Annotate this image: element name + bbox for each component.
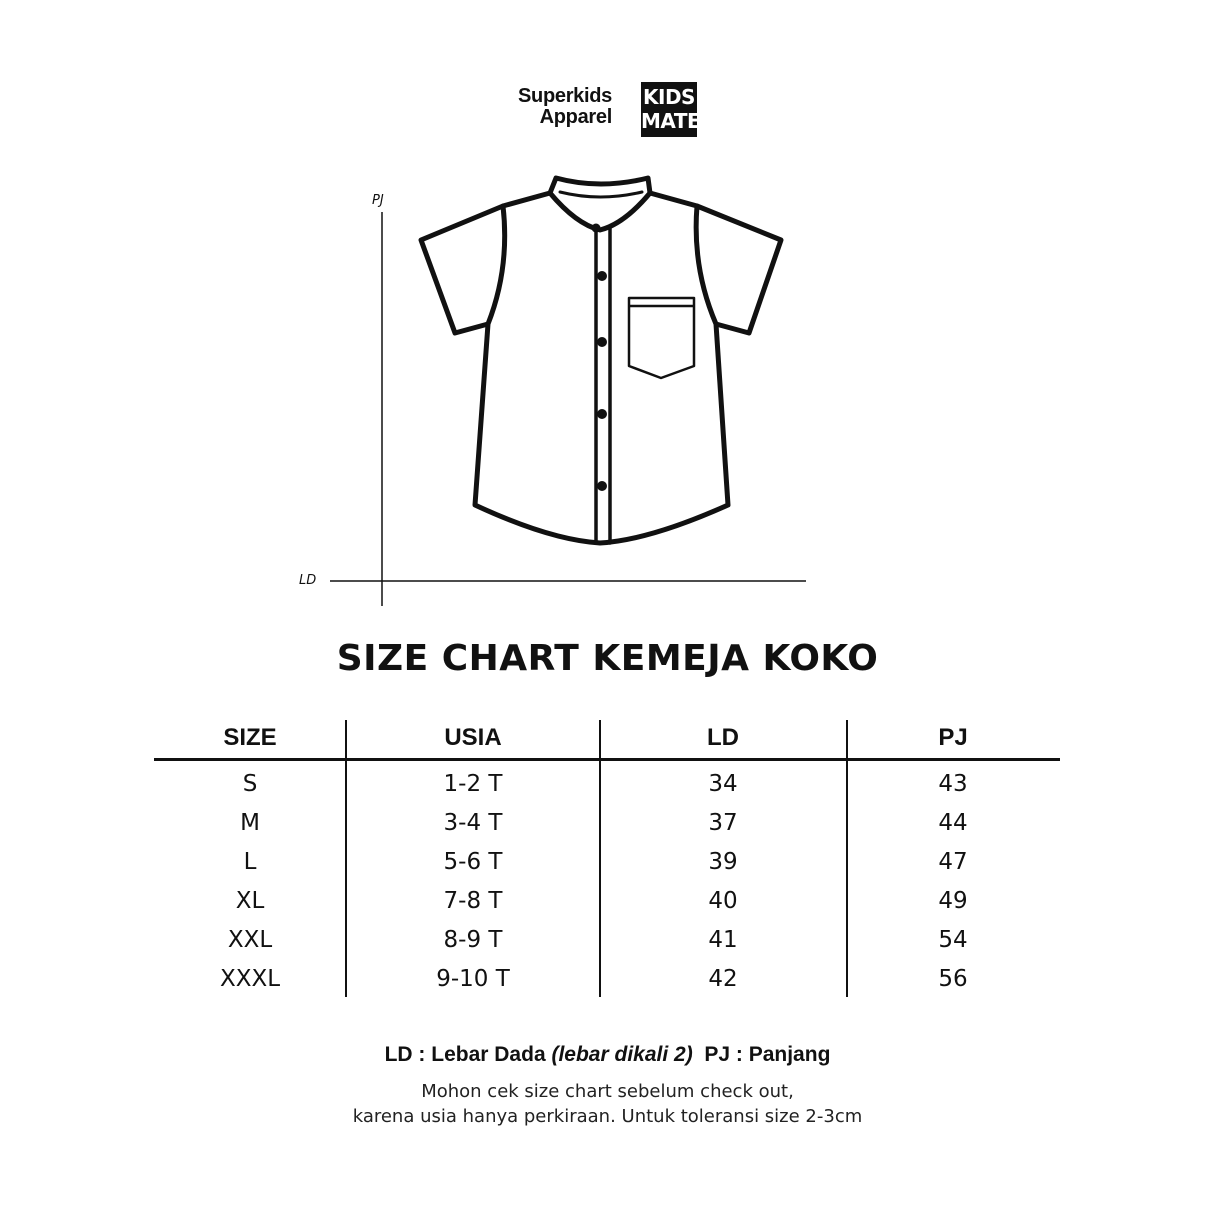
table-row [154,920,1060,959]
button-icon [597,409,607,419]
cell-size: XL [235,887,265,914]
cell-pj: 44 [938,809,968,836]
ld-axis-label: LD [299,573,317,588]
brand-name-line2: Apparel [539,106,612,128]
table-header [154,718,1060,761]
button-icon [597,337,607,347]
cell-usia: 8-9 T [443,926,503,953]
cell-pj: 47 [938,848,968,875]
table-row [154,842,1060,881]
cell-ld: 37 [708,809,738,836]
table-row [154,959,1060,998]
page-title: SIZE CHART KEMEJA KOKO [336,638,879,679]
legend-ld: LD : Lebar Dada [384,1043,546,1066]
note-line2: karena usia hanya perkiraan. Untuk toleransi size 2-3cm [352,1106,863,1127]
cell-pj: 49 [938,887,968,914]
table-row [154,803,1060,842]
header-ld: LD [707,724,739,751]
header-pj: PJ [938,724,968,751]
cell-pj: 56 [938,965,968,992]
table-body [154,761,1060,998]
cell-ld: 40 [708,887,738,914]
header-size: SIZE [223,724,277,751]
cell-size: S [242,770,258,797]
cell-size: L [243,848,257,875]
cell-size: XXXL [219,965,281,992]
column-divider [345,720,347,997]
legend [0,1043,1215,1067]
cell-size: XXL [227,926,273,953]
column-divider [599,720,601,997]
pj-axis-label: PJ [372,193,384,208]
cell-size: M [240,809,260,836]
cell-usia: 3-4 T [443,809,503,836]
header-usia: USIA [444,724,502,751]
note-line1: Mohon cek size chart sebelum check out, [421,1081,794,1102]
cell-ld: 39 [708,848,738,875]
cell-usia: 5-6 T [443,848,503,875]
logo-line2: MATE [641,109,701,133]
button-icon [597,271,607,281]
cell-pj: 54 [938,926,968,953]
legend-ld-note: (lebar dikali 2) [551,1043,693,1066]
logo-line1: KIDS [643,85,695,109]
legend-pj: PJ : Panjang [704,1043,831,1066]
table-row [154,881,1060,920]
column-divider [846,720,848,997]
cell-usia: 7-8 T [443,887,503,914]
brand-name-line1: Superkids [518,85,612,107]
button-icon [597,481,607,491]
cell-usia: 9-10 T [436,965,510,992]
cell-ld: 42 [708,965,738,992]
button-icon [592,224,601,233]
footer-note [0,1079,1215,1129]
cell-ld: 41 [708,926,738,953]
table-row [154,764,1060,803]
cell-usia: 1-2 T [443,770,503,797]
cell-ld: 34 [708,770,738,797]
cell-pj: 43 [938,770,968,797]
size-table [154,718,1060,998]
